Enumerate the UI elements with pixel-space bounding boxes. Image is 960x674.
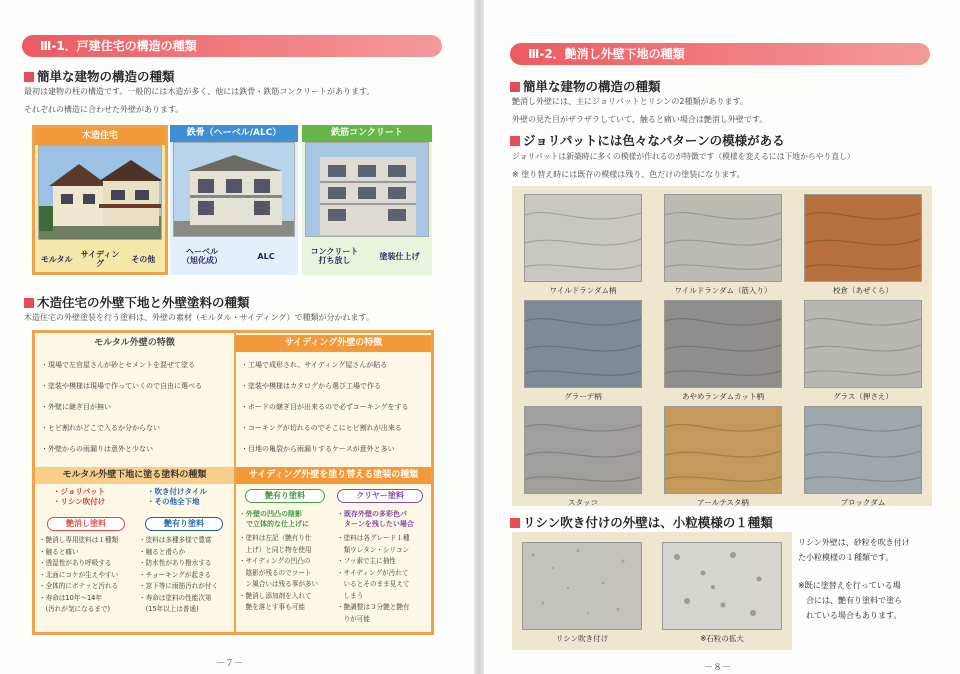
book-fold xyxy=(474,0,484,674)
texture-sample xyxy=(804,406,922,494)
siding-gloss-pill: 艶有り塗料 xyxy=(245,489,325,503)
siding-paint-title: サイディング外壁を塗り替える塗装の種類 xyxy=(236,467,431,484)
texture-caption: ワイルドランダム柄 xyxy=(549,286,617,295)
texture-caption: グラス（押さえ） xyxy=(833,392,893,401)
siding-clear-sub: ・既存外壁の多彩色パ ターンを残したい場合 xyxy=(337,510,414,528)
mortar-paint-title: モルタル外壁下地に塗る塗料の種類 xyxy=(35,467,234,484)
intro-text-1: 最初は建物の柱の構造です。一般的には木造が多く、他には鉄骨・鉄筋コンクリートがあります。 xyxy=(24,87,375,96)
siding-gloss-points: ・塗料は左記（艶有り仕 上げ）と同じ物を使用 ・サイディングの凹凸の 陰影が残るのでツート ン風合いは残る事が多い ・艶消し添加剤を入れて 艶を落とす事も可能 xyxy=(239,534,319,611)
section-title-left: Ⅲ-1．戸建住宅の構造の種類 xyxy=(22,35,442,57)
texture-sample xyxy=(664,300,782,388)
texture-caption: ブロックダム xyxy=(840,498,886,507)
siding-title: サイディング外壁の特徴 xyxy=(236,335,431,352)
texture-sample xyxy=(524,194,642,282)
structure-steel xyxy=(170,125,298,275)
wall-label-alc: ALC xyxy=(257,251,275,261)
texture-caption: スタッコ xyxy=(568,498,598,507)
siding-clear-pill: クリヤー塗料 xyxy=(337,489,423,503)
heading-structure-left: 簡単な建物の構造の種類 xyxy=(24,67,175,85)
concrete-building-photo xyxy=(305,142,429,237)
square-bullet-icon xyxy=(510,518,520,528)
concrete-wall-labels xyxy=(302,242,432,272)
structure-concrete xyxy=(302,125,432,275)
lisin-closeup-photo xyxy=(662,542,782,630)
texture-caption: ワイルドランダム（筋入り） xyxy=(674,286,772,295)
heading-lisin: リシン吹き付けの外壁は、小粒模様の１種類 xyxy=(510,513,773,531)
wall-label-exposed: コンクリート 打ち放し xyxy=(310,247,359,265)
structure-title: 鉄骨（ヘーベル/ALC） xyxy=(170,125,298,142)
left-page xyxy=(0,0,474,674)
jolypate-text-1: ジョリパットは新築時に多くの模様が作れるのが特徴です（模様を変えるには下地からやり直し） xyxy=(512,152,855,161)
wood-intro-text: 木造住宅の外壁塗装を行う塗料は、外壁の素材（モルタル・サイディング）で種類が分かれます。 xyxy=(24,313,374,322)
matte-points: ・艶消し専用塗料は１種類 ・触ると痛い ・透湿性があり呼吸する ・北面にコケが生えやすい ・全体的にボテッと汚れる ・寿命は10年〜14年 (汚れが気になるまで) xyxy=(39,536,119,613)
heading-structure-right: 簡単な建物の構造の種類 xyxy=(510,77,661,95)
jolypate-text-2: ※ 塗り替え時には既存の模様は残り、色だけの塗装になります。 xyxy=(512,170,745,179)
mortar-points: ・現場で左官屋さんが砂とセメントを混ぜて塗る ・塗装や模様は現場で作っていくので自由に選べる ・外壁に継ぎ目が無い ・ヒビ割れがどこで入るか分からない ・外壁からの雨漏りは意外と少ない xyxy=(41,361,202,453)
steel-house-photo xyxy=(173,142,295,237)
wall-label-mortar: モルタル xyxy=(40,254,73,264)
texture-sample xyxy=(524,300,642,388)
heading-jolypate: ジョリパットには色々なパターンの模様がある xyxy=(510,131,785,149)
texture-caption: 校倉（あぜくら） xyxy=(833,286,893,295)
texture-sample xyxy=(524,406,642,494)
page-number-left: －７－ xyxy=(216,659,244,669)
right-intro-1: 艶消し外壁には、主にジョリパットとリシンの2種類があります。 xyxy=(512,97,748,106)
texture-caption: アールテスタ柄 xyxy=(697,498,749,507)
matte-paint-pill: 艶消し塗料 xyxy=(47,517,125,531)
steel-wall-labels xyxy=(170,242,298,272)
siding-clear-points: ・塗料は各グレード１種 類ウレタン・シリコン ・フッ素で主に抽性 ・サイディングが汚れて いるとそのまま見えて しまう ・艶調整は３分艶と艶有 りが可能 xyxy=(337,534,410,623)
lisin-photos xyxy=(512,532,792,650)
texture-sample xyxy=(804,194,922,282)
mortar-subtypes-a: ・ジョリパット ・リシン吹付け xyxy=(53,487,106,506)
texture-grid xyxy=(512,186,932,506)
texture-sample xyxy=(804,300,922,388)
wall-label-hebel: ヘーベル （旭化成） xyxy=(182,247,222,265)
wall-label-painted: 塗装仕上げ xyxy=(379,251,420,261)
texture-sample xyxy=(664,194,782,282)
square-bullet-icon xyxy=(24,298,34,308)
mortar-title: モルタル外壁の特徴 xyxy=(94,338,175,348)
intro-text-2: それぞれの構造に合わせた外壁があります。 xyxy=(24,105,184,114)
heading-wood-wall: 木造住宅の外壁下地と外壁塗料の種類 xyxy=(24,293,250,311)
wall-label-siding: サイディング xyxy=(80,250,120,268)
lisin-caption-2: ※石粒の拡大 xyxy=(700,634,744,643)
structure-wood xyxy=(32,125,168,275)
right-intro-2: 外壁の見た目がザラザラしていて、触ると痛い場合は艶消し外壁です。 xyxy=(512,115,768,124)
lisin-side-text-1: リシン外壁は、砂粒を吹き付け た小粒模様の１種類です。 xyxy=(798,538,910,562)
wall-comparison-panel xyxy=(32,330,434,635)
texture-caption: グラーデ柄 xyxy=(564,392,602,401)
wall-label-other: その他 xyxy=(131,254,156,264)
siding-points: ・工場で成形され、サイディング屋さんが貼る ・塗装や模様はカタログから選び工場で作る ・ボードの継ぎ目が出来るので必ずコーキングをする ・コーキングが切れるのでそこにヒビ割れが出来る ・目地の亀裂から雨漏りするケースが意外と多い xyxy=(241,361,409,453)
mortar-subtypes-b: ・吹き付けタイル ・その他全下地 xyxy=(147,487,207,506)
lisin-texture-photo xyxy=(522,542,642,630)
lisin-side-text-2: ※既に塗替えを行っている場 合には、艶有り塗料で塗ら れている場合もあります。 xyxy=(798,581,902,620)
gloss-points: ・塗料は多種多様で豊富 ・触ると滑らか ・防水性があり撥水する ・チョーキングが起きる ・窓下等に雨筋汚れが付く ・寿命は塗料の性能次第 (15年以上は普通) xyxy=(139,536,219,613)
gloss-paint-pill: 艶有り塗料 xyxy=(145,517,223,531)
wood-wall-labels xyxy=(35,245,165,275)
structure-title: 鉄筋コンクリート xyxy=(302,125,432,142)
wood-house-photo xyxy=(38,145,162,240)
square-bullet-icon xyxy=(510,82,520,92)
texture-caption: あやめランダムカット柄 xyxy=(681,392,765,401)
square-bullet-icon xyxy=(24,72,34,82)
lisin-caption-1: リシン吹き付け xyxy=(555,634,609,643)
square-bullet-icon xyxy=(510,136,520,146)
section-title-right: Ⅲ-2．艶消し外壁下地の種類 xyxy=(510,43,930,65)
siding-gloss-sub: ・外壁の凹凸の陰影 で立体的な仕上げに xyxy=(239,510,309,528)
texture-sample xyxy=(664,406,782,494)
page-number-right: －８－ xyxy=(704,663,732,673)
structure-title: 木造住宅 xyxy=(35,128,165,145)
